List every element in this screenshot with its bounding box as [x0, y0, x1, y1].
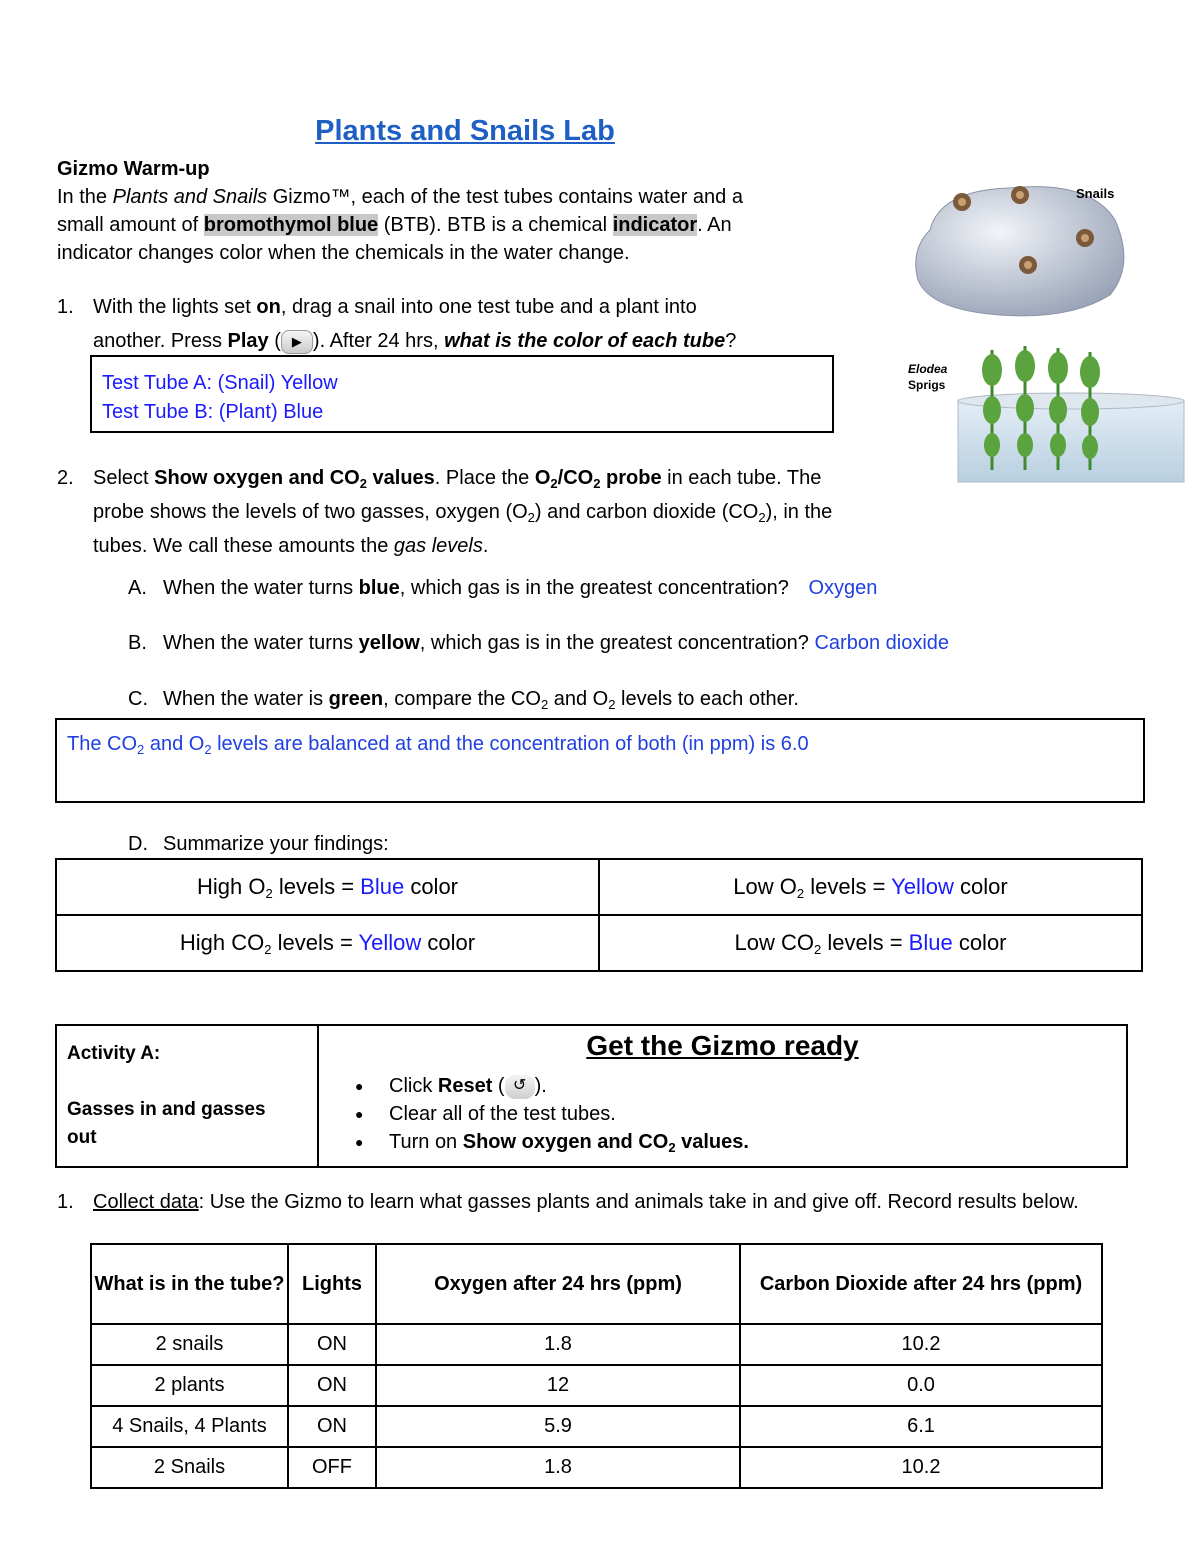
- table-cell[interactable]: 12: [376, 1365, 740, 1406]
- table-header-row: [91, 1244, 1102, 1324]
- answer-2b[interactable]: Carbon dioxide: [814, 632, 950, 654]
- answer-tube-a: Test Tube A: (Snail) Yellow: [102, 372, 338, 394]
- gizmo-figure: [900, 170, 1190, 500]
- answer-tube-b: Test Tube B: (Plant) Blue: [102, 401, 324, 423]
- table-row: [91, 1324, 1102, 1365]
- question-2c: C. When the water is green, compare the $CO_2$ and $O_2$ levels to each other.: [128, 688, 799, 712]
- table-cell[interactable]: 5.9: [376, 1406, 740, 1447]
- table-row: [91, 1365, 1102, 1406]
- question-2b: B. When the water turns yellow, which gas is in the greatest concentration? Carbon dioxide: [128, 632, 950, 654]
- elodea-label-2: Sprigs: [908, 378, 946, 392]
- warmup-heading: Gizmo Warm-up: [57, 158, 210, 180]
- instruction-list: [319, 1072, 1126, 1162]
- table-cell[interactable]: 1.8: [376, 1447, 740, 1488]
- activity-table: [55, 1024, 1128, 1168]
- table-cell[interactable]: 10.2: [740, 1447, 1102, 1488]
- activity-label: Activity A:: [67, 1043, 161, 1064]
- warmup-line-2: small amount of bromothymol blue (BTB). BTB is a chemical indicator. An: [57, 214, 732, 236]
- question-2d: D. Summarize your findings:: [128, 833, 389, 855]
- column-header: Lights: [288, 1244, 376, 1324]
- column-header: Carbon Dioxide after 24 hrs (ppm): [740, 1244, 1102, 1324]
- answer-2a[interactable]: Oxygen: [808, 577, 878, 599]
- summary-cell[interactable]: High $O_2$ levels = Blue color: [56, 859, 599, 915]
- table-cell[interactable]: OFF: [288, 1447, 376, 1488]
- rock-snails-illustration: [900, 170, 1190, 500]
- summary-cell[interactable]: Low $O_2$ levels = Yellow color: [599, 859, 1142, 915]
- activity-name: Gasses in and gasses out: [67, 1099, 266, 1148]
- snail-icon: [1076, 229, 1094, 247]
- table-cell[interactable]: ON: [288, 1406, 376, 1447]
- snails-label: Snails: [1076, 186, 1115, 201]
- column-header: Oxygen after 24 hrs (ppm): [376, 1244, 740, 1324]
- list-item: ● Turn on Show oxygen and $CO_2$ values.: [319, 1128, 1126, 1162]
- table-row: [91, 1447, 1102, 1488]
- table-cell[interactable]: 2 Snails: [91, 1447, 288, 1488]
- elodea-label-1: Elodea: [908, 362, 948, 376]
- list-item: ● Click Reset ( ↺ ).: [319, 1072, 1126, 1100]
- summary-table: [55, 858, 1143, 972]
- list-item: ● Clear all of the test tubes.: [319, 1100, 1126, 1128]
- table-row: [56, 915, 1142, 971]
- reset-icon: ↺: [505, 1075, 535, 1099]
- table-cell[interactable]: 4 Snails, 4 Plants: [91, 1406, 288, 1447]
- table-row: [56, 859, 1142, 915]
- snail-icon: [953, 193, 971, 211]
- table-cell[interactable]: 1.8: [376, 1324, 740, 1365]
- answer-2c: The $CO_2$ and $O_2$ levels are balanced at and the concentration of both (in ppm) is 6.0: [67, 733, 809, 757]
- answer-box-1[interactable]: [90, 355, 834, 433]
- table-cell[interactable]: ON: [288, 1324, 376, 1365]
- collect-data-instruction: 1. Collect data: Use the Gizmo to learn what gasses plants and animals take in and give off. Record results below.: [57, 1191, 1079, 1213]
- warmup-line-1: In the Plants and Snails Gizmo™, each of the test tubes contains water and a: [57, 186, 743, 208]
- table-cell[interactable]: 6.1: [740, 1406, 1102, 1447]
- table-cell[interactable]: ON: [288, 1365, 376, 1406]
- question-2a: A. When the water turns blue, which gas is in the greatest concentration? Oxygen: [128, 577, 878, 599]
- play-icon: ▶: [281, 330, 313, 354]
- question-2: 2. Select Show oxygen and $CO_2$ values. Place the $O_2/CO_2$ probe in each tube. The probe shows the levels of two gasses, oxygen $(O_2)$ and carbon dioxide $(CO_2)$, in the tubes. We call these amounts the gas levels.: [57, 467, 833, 557]
- warmup-line-3: indicator changes color when the chemicals in the water change.: [57, 242, 630, 264]
- table-row: [91, 1406, 1102, 1447]
- table-cell[interactable]: 10.2: [740, 1324, 1102, 1365]
- column-header: What is in the tube?: [91, 1244, 288, 1324]
- answer-box-2c[interactable]: [55, 718, 1145, 803]
- page-title: Plants and Snails Lab: [315, 115, 615, 147]
- warmup-section: [57, 155, 857, 267]
- table-cell[interactable]: 0.0: [740, 1365, 1102, 1406]
- summary-cell[interactable]: High $CO_2$ levels = Yellow color: [56, 915, 599, 971]
- snail-icon: [1011, 186, 1029, 204]
- data-table: [90, 1243, 1103, 1489]
- summary-cell[interactable]: Low $CO_2$ levels = Blue color: [599, 915, 1142, 971]
- activity-heading: Get the Gizmo ready: [586, 1030, 859, 1061]
- table-cell[interactable]: 2 snails: [91, 1324, 288, 1365]
- question-1: 1. With the lights set on, drag a snail into one test tube and a plant into another. Press Play ( ▶ ). After 24 hrs, what is the color of each tube?: [57, 296, 737, 352]
- table-cell[interactable]: 2 plants: [91, 1365, 288, 1406]
- activity-instructions-cell: [318, 1025, 1127, 1167]
- activity-label-cell: [56, 1025, 318, 1167]
- snail-icon: [1019, 256, 1037, 274]
